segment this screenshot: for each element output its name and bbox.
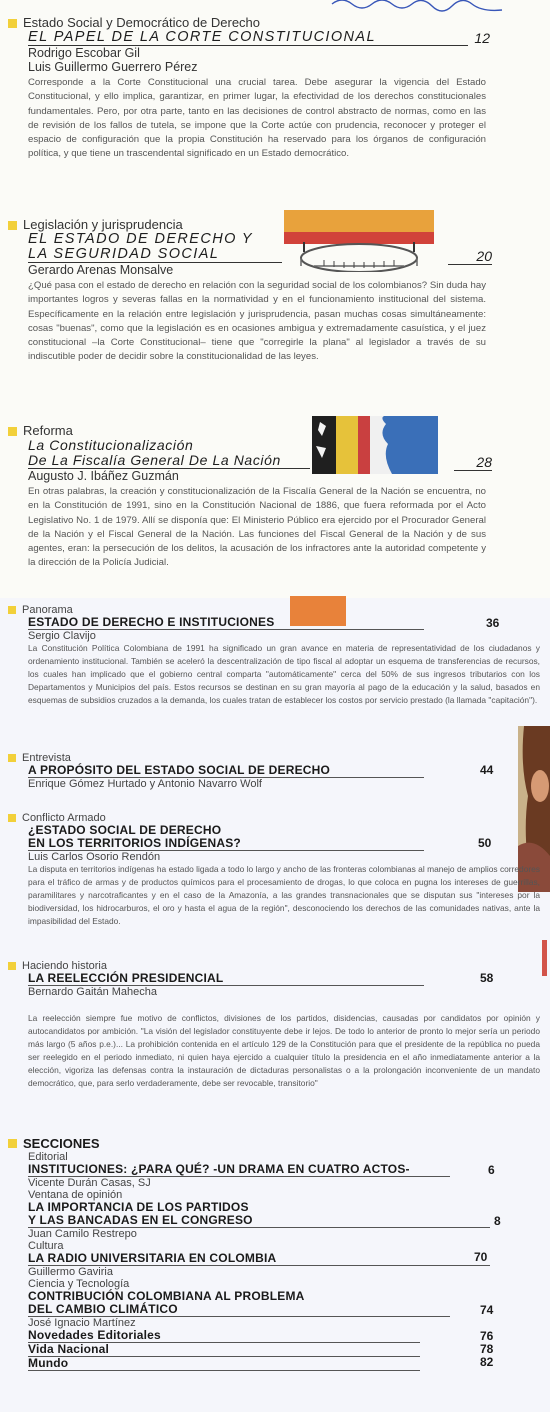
author-name: Juan Camilo Restrepo (28, 1228, 137, 1240)
article-title-line[interactable]: De La Fiscalía General De La Nación (28, 453, 310, 469)
article-summary: La Constitución Política Colombiana de 1991 ha significado un gran avance en materia de representatividad de los ciudadanos y ordenamiento institucional. También se aceleró la descentralización de tipo fiscal al adoptar un esquema de transferencias de recursos, los cuales han implicado que el gobierno central comparta "automáticamente" cerca del 50% de sus ingresos tributarios con los Departamentos y Municipios del país. Estos recursos se destinan en su gran mayoría al pago de la educación y la salud, basados en esquemas de subsidios cruzados a la demanda, los cuales tratan de establecer los costos por servicio prestado (la llamada "capitación"). (28, 643, 540, 705)
article-entry-seguridad-social[interactable] (8, 218, 542, 365)
article-title[interactable]: A PROPÓSITO DEL ESTADO SOCIAL DE DERECHO (28, 764, 424, 778)
page-number: 44 (480, 763, 494, 777)
section-label: Ventana de opinión (28, 1189, 123, 1201)
page-number: 74 (480, 1303, 494, 1317)
article-title[interactable]: ESTADO DE DERECHO E INSTITUCIONES (28, 616, 424, 630)
seccion-title[interactable]: INSTITUCIONES: ¿PARA QUÉ? -UN DRAMA EN CUATRO ACTOS- (28, 1163, 450, 1177)
page-number: 50 (478, 836, 492, 850)
seccion-title-line[interactable]: CONTRIBUCIÓN COLOMBIANA AL PROBLEMA (28, 1289, 305, 1303)
article-entry-entrevista[interactable] (8, 752, 542, 790)
section-label: Haciendo historia (8, 960, 542, 972)
yellow-square-icon (8, 221, 17, 230)
article-title[interactable]: LA REELECCIÓN PRESIDENCIAL (28, 972, 424, 986)
article-summary: Corresponde a la Corte Constitucional una crucial tarea. Debe asegurar la vigencia del Estado Constitucional, y ello implica, garantizar, en primer lugar, la efectividad de los derechos constitucionales fundamentales. Pero, por otra parte, tanto en las decisiones de control abstracto de normas, como en las de revisión de los fallos de tutela, se impone que la Corte actúe con prudencia, reconocer y proteger el espacio de configuración que la propia Constitución ha reservado para los órganos de configuración política, y que tiene un trascendental significado en un Estado democrático. (28, 77, 486, 160)
seccion-cultura[interactable] (28, 1240, 542, 1278)
author-name: Guillermo Gaviria (28, 1266, 113, 1278)
article-title[interactable]: EL PAPEL DE LA CORTE CONSTITUCIONAL (28, 30, 468, 46)
yellow-square-icon (8, 754, 16, 762)
page-number: 82 (480, 1355, 494, 1369)
yellow-square-icon (8, 606, 16, 614)
article-title-line[interactable]: EL ESTADO DE DERECHO Y (28, 231, 253, 247)
yellow-square-icon (8, 962, 16, 970)
seccion-title[interactable]: LA RADIO UNIVERSITARIA EN COLOMBIA (28, 1252, 490, 1266)
section-label: Panorama (8, 604, 542, 616)
article-summary: En otras palabras, la creación y constitucionalización de la Fiscalía General de la Nación se encuentra, no en la Constitución de 1991, sino en la Constitución Nacional de 1886, que fuera reformada por el Acto Legislativo No. 1 de 1979. Allí se disponía que: El Ministerio Público era ejercido por el Procurador General de la Nación y el Fiscal General de la Nación. Las funciones del Fiscal General de la Nación y de sus agentes, eran: la persecución de los delitos, la acusación de los infractores ante la autoridad competente y la dirección de la Policía Judicial. (28, 486, 486, 569)
novedades-editoriales-link[interactable]: Novedades Editoriales (28, 1329, 420, 1343)
author-name: Bernardo Gaitán Mahecha (28, 986, 158, 998)
page-number: 12 (474, 30, 490, 46)
page-number: 20 (448, 248, 492, 265)
section-label: Entrevista (8, 752, 542, 764)
seccion-ventana-de-opinion[interactable] (28, 1189, 542, 1240)
page-number: 8 (494, 1214, 501, 1228)
page-number: 70 (474, 1250, 488, 1264)
secciones-block (8, 1136, 542, 1371)
section-label: Reforma (8, 424, 542, 438)
page-number: 76 (480, 1329, 494, 1343)
secciones-heading: SECCIONES (8, 1136, 542, 1151)
section-label: Estado Social y Democrático de Derecho (8, 16, 542, 30)
article-entry-territorios-indigenas[interactable] (8, 812, 542, 928)
yellow-square-icon (8, 19, 17, 28)
article-entry-instituciones[interactable] (8, 604, 542, 707)
author-name: Rodrigo Escobar Gil (28, 46, 140, 60)
seccion-title-line[interactable]: LA IMPORTANCIA DE LOS PARTIDOS (28, 1200, 249, 1214)
article-title-line[interactable]: ¿ESTADO SOCIAL DE DERECHO (28, 823, 222, 837)
seccion-ciencia-y-tecnologia[interactable] (28, 1278, 542, 1329)
article-entry-fiscalia[interactable] (8, 424, 542, 571)
seccion-editorial[interactable] (28, 1151, 542, 1189)
article-summary: La reelección siempre fue motivo de conflictos, divisiones de los partidos, disidencias, causadas por candidatos por opinión y autocandidatos por ambición. "La visión del legislador constituyente debe ir lejos. De todo lo anterior de pronto lo mejor sería un periodo más largo (5 años p.e.)... La prohibición contenida en el artículo 129 de la Constitución para que el presidente de la república no pueda ser reelegido en el periodo inmediato, ni quien haya ejercido a cualquier título la presidencia en el año inmediatamente anterior a la elección, vigoriza las defensas contra la instauración de dictaduras personalistas o a la prolongación inconveniente de un mandato democrático, que, para serlo verdaderamente, debe ser revocable, transitorio" (28, 1013, 540, 1088)
author-name: Gerardo Arenas Monsalve (28, 263, 174, 277)
seccion-title-line[interactable]: Y LAS BANCADAS EN EL CONGRESO (28, 1214, 490, 1228)
vida-nacional-link[interactable]: Vida Nacional (28, 1343, 420, 1357)
author-name: Augusto J. Ibáñez Guzmán (28, 469, 179, 483)
page-number: 36 (486, 616, 500, 630)
section-label: Ciencia y Tecnología (28, 1278, 130, 1290)
page-number: 6 (488, 1163, 495, 1177)
section-label: Conflicto Armado (8, 812, 542, 824)
author-name: Sergio Clavijo (28, 630, 96, 642)
page-number: 28 (454, 454, 492, 471)
seccion-extras (28, 1329, 508, 1371)
author-name: José Ignacio Martínez (28, 1317, 136, 1329)
page-number: 58 (480, 971, 494, 985)
section-label: Editorial (28, 1151, 68, 1163)
yellow-square-icon (8, 427, 17, 436)
author-name: Enrique Gómez Hurtado y Antonio Navarro Wolf (28, 778, 262, 790)
article-title-line[interactable]: LA SEGURIDAD SOCIAL (28, 247, 282, 263)
author-name: Vicente Durán Casas, SJ (28, 1177, 151, 1189)
article-summary: ¿Qué pasa con el estado de derecho en relación con la seguridad social de los colombianos? Sin duda hay importantes logros y severas fallas en la normatividad y en el funcionamiento institucional del sistema. Específicamente en la relación entre legislación y jurisprudencia, pasan muchas cosas simultáneamente: cosas "buenas", como que la legislación es en ocasiones ambigua y extremadamente casuística, y el juez constitucional –la Corte Constitucional– tiene que "corregirle la plana" al legislador a través de su indiscutible poder de decidir sobre la constitucionalidad de las leyes. (28, 280, 486, 363)
article-summary: La disputa en territorios indígenas ha estado ligada a todo lo largo y ancho de las fronteras colombianas al manejo de amplios corredores para el tráfico de armas y de productos químicos para el procesamiento de drogas, lo que coloca en pugna los intereses de guerrillas, paramilitares y narcotraficantes y en el caso de la Amazonía, a las grandes transnacionales que se disputan sus "intereses por la biodiversidad, los hidrocarburos, el oro y hasta el agua de la región", desconociendo los derechos de las comunidades nativas, ante la impasibilidad del Estado. (28, 864, 540, 926)
article-entry-corte-constitucional[interactable] (8, 16, 542, 162)
author-name: Luis Carlos Osorio Rendón (28, 851, 161, 863)
seccion-title-line[interactable]: DEL CAMBIO CLIMÁTICO (28, 1303, 450, 1317)
author-name: Luis Guillermo Guerrero Pérez (28, 60, 198, 74)
yellow-square-icon (8, 814, 16, 822)
red-edge-mark (542, 940, 547, 976)
yellow-square-icon (8, 1139, 17, 1148)
article-entry-reeleccion[interactable] (8, 960, 542, 1090)
mundo-link[interactable]: Mundo (28, 1357, 420, 1371)
article-title-line[interactable]: La Constitucionalización (28, 437, 194, 453)
article-title-line[interactable]: EN LOS TERRITORIOS INDÍGENAS? (28, 837, 424, 851)
section-label: Cultura (28, 1240, 64, 1252)
section-label: Legislación y jurisprudencia (8, 218, 542, 232)
page-number: 78 (480, 1342, 494, 1356)
